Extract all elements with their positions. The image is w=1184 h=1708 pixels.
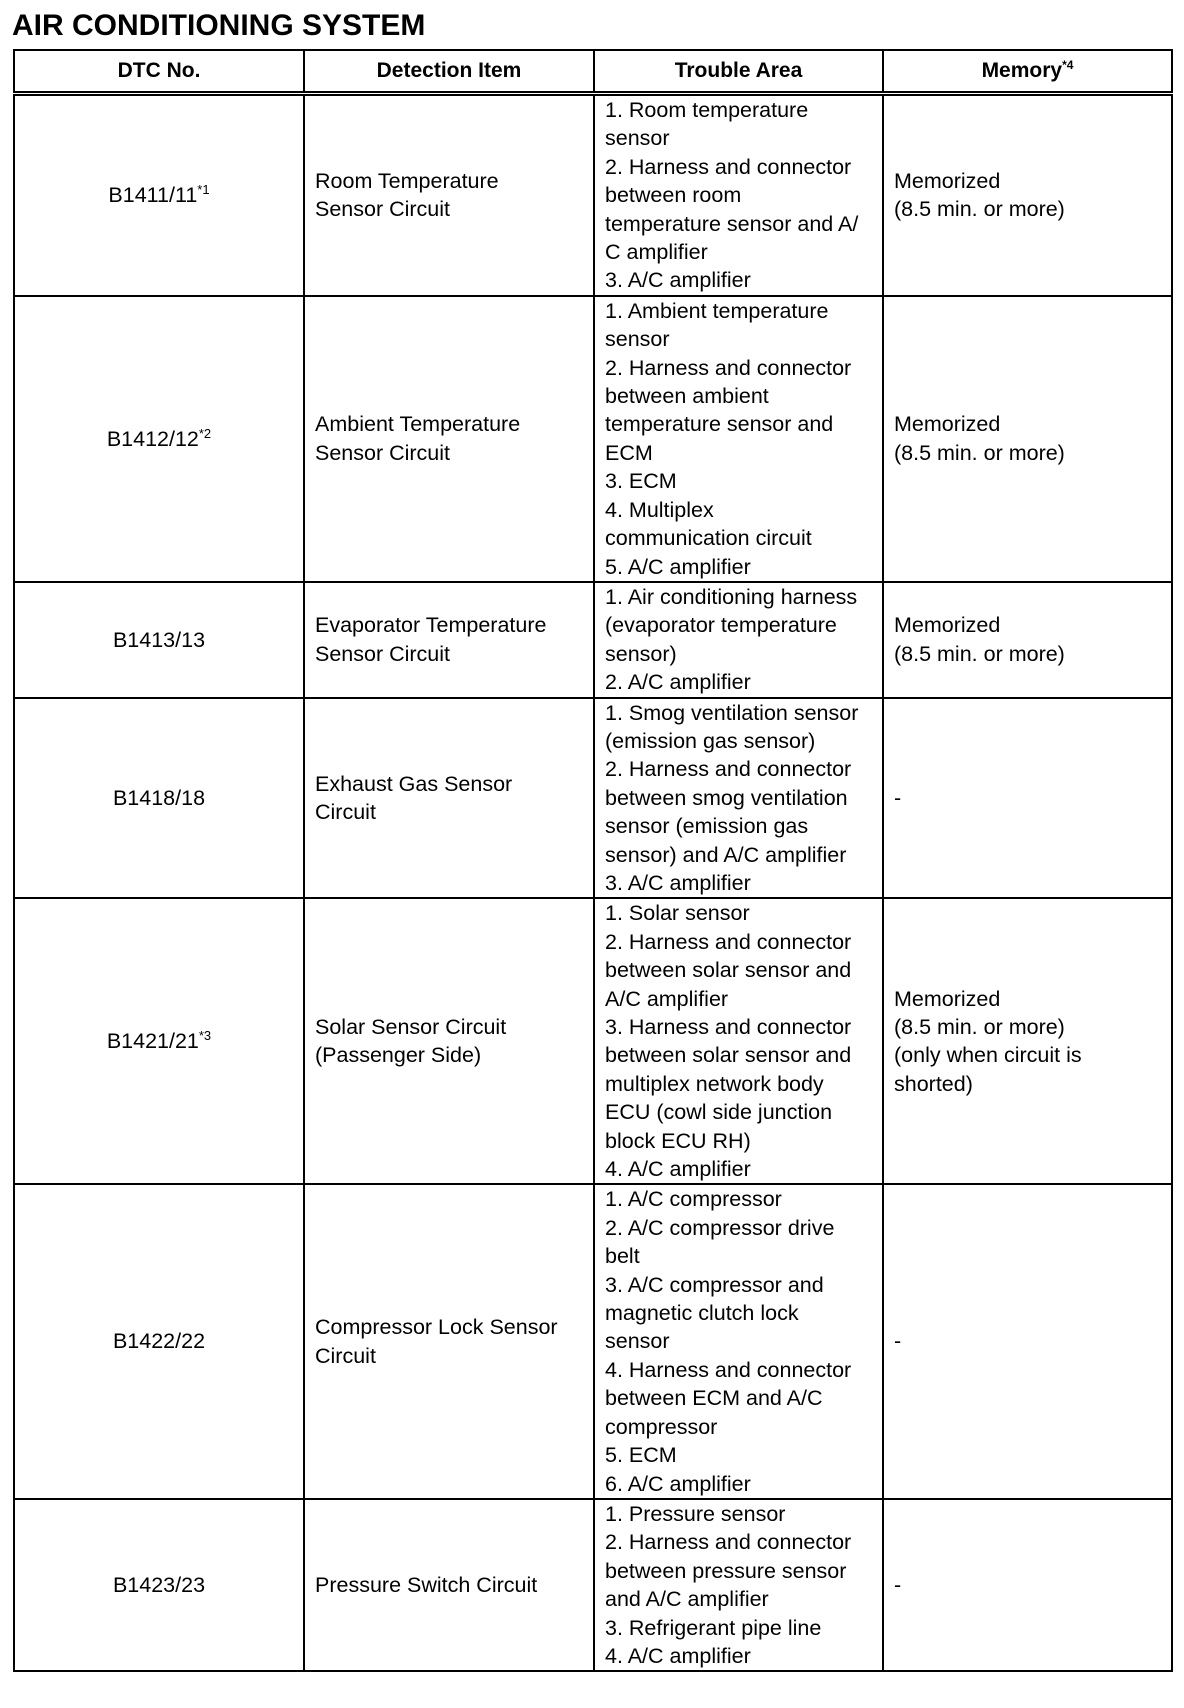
memory-line: shorted) (894, 1071, 973, 1096)
trouble-area-line: 4. A/C amplifier (605, 1157, 751, 1182)
table-row (14, 1184, 1172, 1498)
detection-item-line: Solar Sensor Circuit (315, 1015, 507, 1039)
trouble-area-line: 5. A/C amplifier (605, 554, 751, 579)
trouble-area-line: between solar sensor and (605, 1043, 852, 1068)
trouble-area-line: sensor (605, 1329, 670, 1354)
trouble-area-line: 3. Harness and connector (605, 1015, 852, 1039)
table-row (14, 1499, 1172, 1671)
trouble-area-cell (594, 296, 883, 582)
trouble-area-line: between smog ventilation (605, 785, 848, 810)
trouble-area-line: sensor (emission gas (605, 814, 809, 839)
dtc-code-cell (14, 94, 304, 296)
detection-item-line: Compressor Lock Sensor (315, 1315, 558, 1340)
trouble-area-line: block ECU RH) (605, 1128, 751, 1153)
trouble-area-line: 2. A/C compressor drive (605, 1215, 835, 1240)
trouble-area-cell (594, 898, 883, 1184)
trouble-area-cell (594, 698, 883, 899)
header-dtc-no: DTC No. (14, 50, 304, 94)
dtc-code: B1411/11 (108, 183, 198, 208)
dtc-code: B1421/21 (106, 1029, 199, 1054)
trouble-area-line: compressor (605, 1414, 718, 1439)
dtc-code-cell (14, 1184, 304, 1498)
memory-line: (8.5 min. or more) (894, 1015, 1065, 1039)
trouble-area-line: 4. Harness and connector (605, 1357, 852, 1382)
header-memory (883, 50, 1172, 94)
trouble-area-line: 1. Room temperature (605, 98, 809, 122)
detection-item-line: Sensor Circuit (315, 197, 451, 222)
memory-line: - (894, 785, 902, 810)
dtc-code-cell (14, 582, 304, 698)
trouble-area-line: 1. Air conditioning harness (605, 584, 858, 609)
trouble-area-line: 3. A/C amplifier (605, 870, 751, 895)
trouble-area-line: 1. A/C compressor (605, 1187, 782, 1212)
detection-item-cell (304, 698, 594, 899)
memory-cell (883, 582, 1172, 698)
dtc-code: B1422/22 (112, 1329, 206, 1354)
detection-item-line: Exhaust Gas Sensor (315, 771, 513, 796)
dtc-code: B1423/23 (112, 1572, 206, 1597)
trouble-area-line: A/C amplifier (605, 986, 729, 1011)
trouble-area-cell (594, 1184, 883, 1498)
memory-line: Memorized (894, 412, 1001, 437)
trouble-area-line: magnetic clutch lock (605, 1301, 799, 1326)
memory-line: Memorized (894, 613, 1001, 638)
trouble-area-line: 5. ECM (605, 1443, 677, 1468)
trouble-area-line: 6. A/C amplifier (605, 1471, 751, 1496)
trouble-area-line: belt (605, 1244, 640, 1269)
detection-item-line: Pressure Switch Circuit (315, 1572, 538, 1597)
trouble-area-line: between ambient (605, 384, 769, 409)
trouble-area-line: sensor (605, 327, 670, 352)
memory-line: - (894, 1572, 902, 1597)
trouble-area-line: between pressure sensor (605, 1558, 847, 1583)
page-title: AIR CONDITIONING SYSTEM (12, 9, 426, 42)
trouble-area-line: 4. Multiplex (605, 497, 714, 522)
memory-line: (8.5 min. or more) (894, 641, 1065, 666)
header-detection-item: Detection Item (304, 50, 594, 94)
detection-item-cell (304, 94, 594, 296)
dtc-code-cell (14, 698, 304, 899)
trouble-area-cell (594, 582, 883, 698)
trouble-area-line: C amplifier (605, 240, 708, 265)
memory-line: - (894, 1329, 902, 1354)
memory-line: Memorized (894, 169, 1001, 194)
trouble-area-line: between ECM and A/C (605, 1386, 823, 1411)
trouble-area-line: 2. Harness and connector (605, 154, 852, 179)
trouble-area-line: 1. Solar sensor (605, 901, 750, 926)
trouble-area-line: 1. Ambient temperature (605, 298, 829, 323)
trouble-area-line: 1. Pressure sensor (605, 1501, 786, 1526)
dtc-note-mark: *1 (197, 182, 210, 198)
trouble-area-line: temperature sensor and (605, 412, 834, 437)
trouble-area-line: 4. A/C amplifier (605, 1643, 751, 1668)
trouble-area-line: and A/C amplifier (605, 1587, 769, 1612)
memory-line: (8.5 min. or more) (894, 440, 1065, 465)
header-memory-label: Memory (981, 59, 1063, 82)
memory-cell (883, 296, 1172, 582)
trouble-area-line: ECM (605, 440, 653, 465)
trouble-area-line: between solar sensor and (605, 958, 852, 983)
dtc-note-mark: *2 (198, 425, 212, 441)
trouble-area-line: 3. ECM (605, 469, 677, 494)
detection-item-line: Ambient Temperature (315, 412, 521, 437)
trouble-area-line: communication circuit (605, 526, 812, 551)
table-header-row (14, 50, 1172, 94)
detection-item-line: (Passenger Side) (315, 1043, 482, 1068)
detection-item-cell (304, 1499, 594, 1671)
dtc-code: B1412/12 (106, 426, 199, 451)
memory-line: (only when circuit is (894, 1043, 1082, 1068)
memory-cell (883, 94, 1172, 296)
trouble-area-line: 1. Smog ventilation sensor (605, 700, 859, 725)
memory-cell (883, 1184, 1172, 1498)
memory-cell (883, 698, 1172, 899)
trouble-area-line: multiplex network body (605, 1071, 824, 1096)
trouble-area-line: 3. A/C amplifier (605, 268, 751, 293)
trouble-area-line: 2. Harness and connector (605, 757, 852, 782)
trouble-area-line: 3. A/C compressor and (605, 1272, 824, 1297)
trouble-area-line: (emission gas sensor) (605, 728, 816, 753)
dtc-note-mark: *3 (198, 1028, 212, 1044)
detection-item-cell (304, 296, 594, 582)
trouble-area-line: sensor) (605, 641, 677, 666)
trouble-area-line: ECU (cowl side junction (605, 1100, 833, 1125)
dtc-code: B1418/18 (112, 785, 206, 810)
detection-item-cell (304, 582, 594, 698)
dtc-code-cell (14, 1499, 304, 1671)
table-row (14, 296, 1172, 582)
trouble-area-line: 2. Harness and connector (605, 1530, 852, 1555)
detection-item-line: Sensor Circuit (315, 440, 451, 465)
trouble-area-line: 3. Refrigerant pipe line (605, 1615, 822, 1640)
memory-line: Memorized (894, 986, 1001, 1011)
memory-line: (8.5 min. or more) (894, 197, 1065, 222)
table-row (14, 698, 1172, 899)
trouble-area-line: 2. A/C amplifier (605, 670, 751, 695)
header-trouble-area: Trouble Area (594, 50, 883, 94)
detection-item-line: Sensor Circuit (315, 641, 451, 666)
trouble-area-cell (594, 94, 883, 296)
header-memory-mark: *4 (1062, 58, 1074, 72)
trouble-area-line: 2. Harness and connector (605, 355, 852, 380)
memory-cell (883, 898, 1172, 1184)
dtc-code-cell (14, 898, 304, 1184)
detection-item-line: Room Temperature (315, 169, 499, 194)
detection-item-line: Circuit (315, 799, 376, 824)
trouble-area-line: sensor) and A/C amplifier (605, 842, 847, 867)
trouble-area-line: sensor (605, 126, 670, 151)
trouble-area-cell (594, 1499, 883, 1671)
trouble-area-line: between room (605, 183, 742, 208)
table-row (14, 582, 1172, 698)
trouble-area-line: temperature sensor and A/ (605, 211, 859, 236)
dtc-code: B1413/13 (112, 627, 206, 652)
dtc-table (13, 49, 1173, 1672)
table-row (14, 94, 1172, 296)
memory-cell (883, 1499, 1172, 1671)
dtc-code-cell (14, 296, 304, 582)
detection-item-cell (304, 1184, 594, 1498)
trouble-area-line: 2. Harness and connector (605, 929, 852, 954)
detection-item-line: Circuit (315, 1343, 376, 1368)
trouble-area-line: (evaporator temperature (605, 613, 837, 638)
detection-item-line: Evaporator Temperature (315, 613, 547, 638)
detection-item-cell (304, 898, 594, 1184)
table-row (14, 898, 1172, 1184)
